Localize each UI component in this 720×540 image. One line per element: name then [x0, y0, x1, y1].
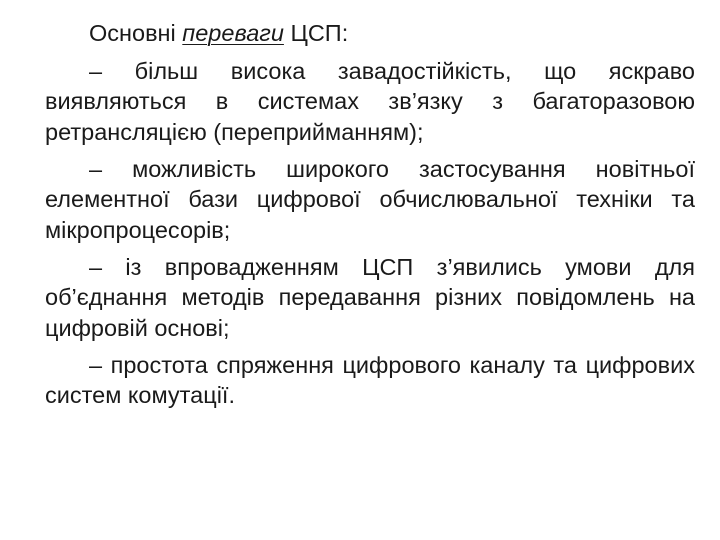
advantage-item-4: – простота спряження цифрового каналу та цифрових систем комутації. [45, 351, 695, 408]
slide-heading [45, 18, 695, 49]
heading-suffix: ЦСП: [283, 20, 349, 46]
heading-prefix: Основні [89, 20, 183, 46]
advantage-item-2: – можливість широкого застосування новітньої елементної бази цифрової обчислювальної техніки та мікропроцесорів; [45, 155, 695, 243]
heading-emphasis: переваги [182, 20, 284, 46]
advantage-item-3: – із впровадженням ЦСП з’явились умови для об’єднання методів передавання різних повідомлень на цифровій основі; [45, 253, 695, 341]
slide-body [45, 18, 695, 417]
advantage-item-1: – більш висока завадостійкість, що яскраво виявляються в системах зв’язку з багаторазовою ретрансляцією (переприйманням); [45, 57, 695, 145]
